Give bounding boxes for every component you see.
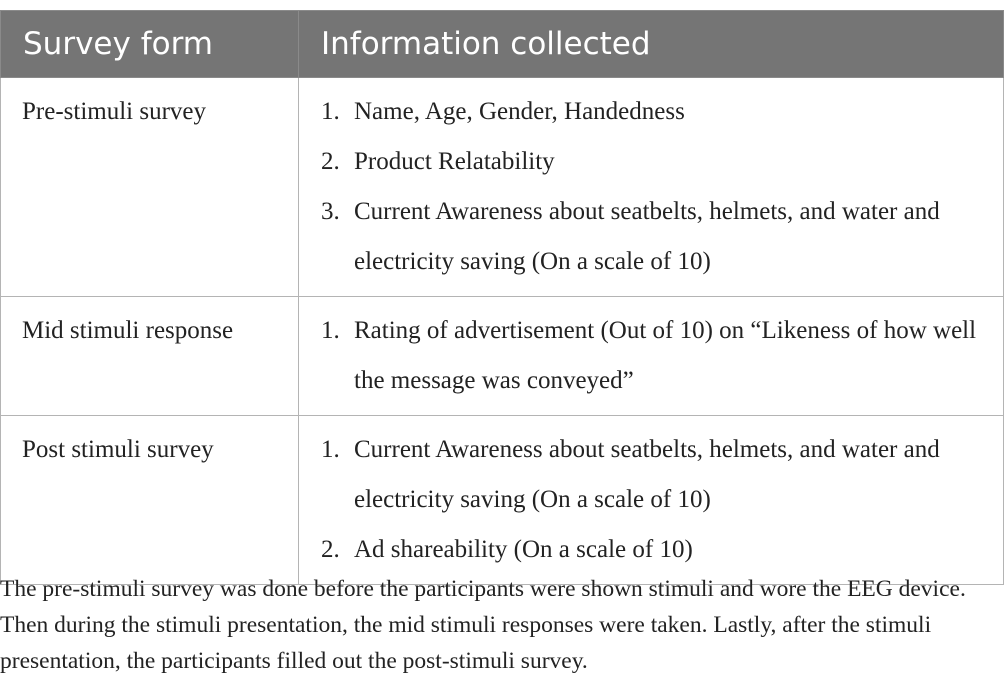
information-cell — [299, 416, 1004, 585]
item-text: Current Awareness about seatbelts, helmets, and water and electricity saving (On a scale of 10) — [354, 198, 940, 275]
item-number: 1. — [321, 436, 340, 463]
list-item — [319, 87, 991, 137]
header-row — [1, 11, 1004, 78]
item-text: Name, Age, Gender, Handedness — [354, 98, 685, 125]
item-number: 3. — [321, 198, 340, 225]
header-survey-form: Survey form — [1, 11, 299, 78]
table-row — [1, 78, 1004, 297]
item-number: 2. — [321, 536, 340, 563]
list-item — [319, 306, 991, 406]
item-text: Current Awareness about seatbelts, helmets, and water and electricity saving (On a scale of 10) — [354, 436, 940, 513]
header-information-collected: Information collected — [299, 11, 1004, 78]
list-item — [319, 187, 991, 287]
survey-table — [0, 10, 1004, 585]
survey-form-cell: Post stimuli survey — [1, 416, 299, 585]
table-row — [1, 297, 1004, 416]
item-number: 2. — [321, 148, 340, 175]
list-item — [319, 137, 991, 187]
item-text: Ad shareability (On a scale of 10) — [354, 536, 693, 563]
item-number: 1. — [321, 98, 340, 125]
table-body — [1, 78, 1004, 585]
survey-form-cell: Pre-stimuli survey — [1, 78, 299, 297]
table-row — [1, 416, 1004, 585]
table-header — [1, 11, 1004, 78]
information-cell — [299, 297, 1004, 416]
item-text: Rating of advertisement (Out of 10) on “Likeness of how well the message was conveyed” — [354, 317, 977, 394]
list-item — [319, 525, 991, 575]
list-item — [319, 425, 991, 525]
table-footnote: The pre-stimuli survey was done before the participants were shown stimuli and wore the EEG device. Then during the stimuli presentation, the mid stimuli responses were taken. Lastly, after the stimuli presentation, the participants filled out the post-stimuli survey. — [0, 576, 966, 674]
survey-form-cell: Mid stimuli response — [1, 297, 299, 416]
information-cell — [299, 78, 1004, 297]
item-number: 1. — [321, 317, 340, 344]
item-text: Product Relatability — [354, 148, 555, 175]
